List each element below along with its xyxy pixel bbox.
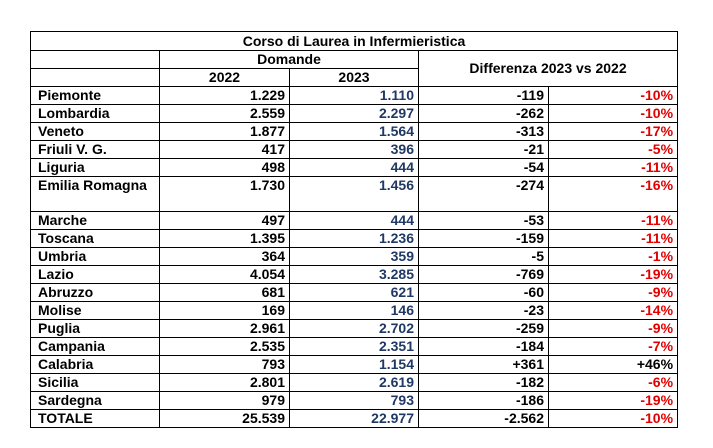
difference-percent: -19%: [549, 266, 678, 284]
value-2023: 2.297: [290, 105, 419, 123]
value-2023: 793: [290, 392, 419, 410]
table-row: [31, 374, 678, 392]
region-name: Molise: [31, 302, 160, 320]
difference-percent: -5%: [549, 141, 678, 159]
region-name: Toscana: [31, 230, 160, 248]
difference-percent: -17%: [549, 123, 678, 141]
region-name: Sicilia: [31, 374, 160, 392]
value-2022: 1.395: [160, 230, 290, 248]
value-2023: 2.702: [290, 320, 419, 338]
value-2023: 621: [290, 284, 419, 302]
year-2022-header: 2022: [160, 69, 290, 87]
value-2023: 444: [290, 159, 419, 177]
difference-value: -21: [419, 141, 549, 159]
table-row: [31, 338, 678, 356]
value-2023: 2.619: [290, 374, 419, 392]
value-2022: 498: [160, 159, 290, 177]
difference-percent: -9%: [549, 284, 678, 302]
value-2023: 22.977: [290, 410, 419, 428]
value-2022: 979: [160, 392, 290, 410]
difference-value: -769: [419, 266, 549, 284]
difference-value: -186: [419, 392, 549, 410]
value-2022: 169: [160, 302, 290, 320]
difference-percent: -9%: [549, 320, 678, 338]
region-header-cell: [31, 51, 160, 69]
value-2022: 25.539: [160, 410, 290, 428]
table-row: [31, 212, 678, 230]
value-2023: 3.285: [290, 266, 419, 284]
value-2023: 2.351: [290, 338, 419, 356]
difference-value: -53: [419, 212, 549, 230]
difference-percent: -11%: [549, 212, 678, 230]
table-row: [31, 284, 678, 302]
difference-percent: -7%: [549, 338, 678, 356]
difference-value: -182: [419, 374, 549, 392]
difference-value: -274: [419, 177, 549, 212]
value-2022: 364: [160, 248, 290, 266]
value-2022: 417: [160, 141, 290, 159]
value-2023: 1.110: [290, 87, 419, 105]
value-2022: 1.229: [160, 87, 290, 105]
difference-value: -313: [419, 123, 549, 141]
difference-percent: -16%: [549, 177, 678, 212]
difference-value: -159: [419, 230, 549, 248]
difference-percent: -11%: [549, 159, 678, 177]
difference-value: -262: [419, 105, 549, 123]
difference-value: -54: [419, 159, 549, 177]
difference-value: -5: [419, 248, 549, 266]
difference-value: -184: [419, 338, 549, 356]
difference-percent: -10%: [549, 105, 678, 123]
difference-value: +361: [419, 356, 549, 374]
region-name: Marche: [31, 212, 160, 230]
difference-header: Differenza 2023 vs 2022: [419, 51, 678, 87]
total-row: [31, 410, 678, 428]
difference-percent: -10%: [549, 410, 678, 428]
region-name: Liguria: [31, 159, 160, 177]
difference-percent: -1%: [549, 248, 678, 266]
difference-percent: +46%: [549, 356, 678, 374]
difference-percent: -6%: [549, 374, 678, 392]
table-row: [31, 123, 678, 141]
table-row: [31, 230, 678, 248]
region-name: Lombardia: [31, 105, 160, 123]
value-2022: 4.054: [160, 266, 290, 284]
value-2023: 359: [290, 248, 419, 266]
value-2023: 1.154: [290, 356, 419, 374]
region-name: Friuli V. G.: [31, 141, 160, 159]
region-name: Puglia: [31, 320, 160, 338]
domande-header: Domande: [160, 51, 419, 69]
value-2022: 2.559: [160, 105, 290, 123]
value-2022: 1.877: [160, 123, 290, 141]
table-row: [31, 177, 678, 212]
table-row: [31, 266, 678, 284]
table-row: [31, 392, 678, 410]
value-2022: 2.801: [160, 374, 290, 392]
value-2023: 1.456: [290, 177, 419, 212]
region-name: Campania: [31, 338, 160, 356]
region-name: Emilia Romagna: [31, 177, 160, 212]
difference-percent: -11%: [549, 230, 678, 248]
region-name: Umbria: [31, 248, 160, 266]
region-name: Sardegna: [31, 392, 160, 410]
value-2023: 396: [290, 141, 419, 159]
table-row: [31, 248, 678, 266]
table-row: [31, 159, 678, 177]
table-row: [31, 302, 678, 320]
difference-value: -23: [419, 302, 549, 320]
table-body: [31, 32, 678, 428]
difference-percent: -19%: [549, 392, 678, 410]
difference-value: -259: [419, 320, 549, 338]
value-2023: 146: [290, 302, 419, 320]
difference-percent: -14%: [549, 302, 678, 320]
difference-percent: -10%: [549, 87, 678, 105]
region-name: Calabria: [31, 356, 160, 374]
difference-value: -60: [419, 284, 549, 302]
value-2022: 1.730: [160, 177, 290, 212]
table-row: [31, 141, 678, 159]
table-row: [31, 105, 678, 123]
value-2022: 793: [160, 356, 290, 374]
title-row: [31, 32, 678, 51]
region-name: Abruzzo: [31, 284, 160, 302]
nursing-degree-table: [30, 31, 678, 428]
header-row-1: [31, 51, 678, 69]
difference-value: -119: [419, 87, 549, 105]
region-name: Veneto: [31, 123, 160, 141]
value-2023: 444: [290, 212, 419, 230]
table-row: [31, 356, 678, 374]
value-2023: 1.564: [290, 123, 419, 141]
value-2022: 2.535: [160, 338, 290, 356]
region-header-cell-2: [31, 69, 160, 87]
value-2022: 681: [160, 284, 290, 302]
table-title: Corso di Laurea in Infermieristica: [31, 32, 678, 51]
value-2023: 1.236: [290, 230, 419, 248]
value-2022: 2.961: [160, 320, 290, 338]
year-2023-header: 2023: [290, 69, 419, 87]
table-row: [31, 87, 678, 105]
value-2022: 497: [160, 212, 290, 230]
region-name: Lazio: [31, 266, 160, 284]
region-name: TOTALE: [31, 410, 160, 428]
table-row: [31, 320, 678, 338]
difference-value: -2.562: [419, 410, 549, 428]
region-name: Piemonte: [31, 87, 160, 105]
